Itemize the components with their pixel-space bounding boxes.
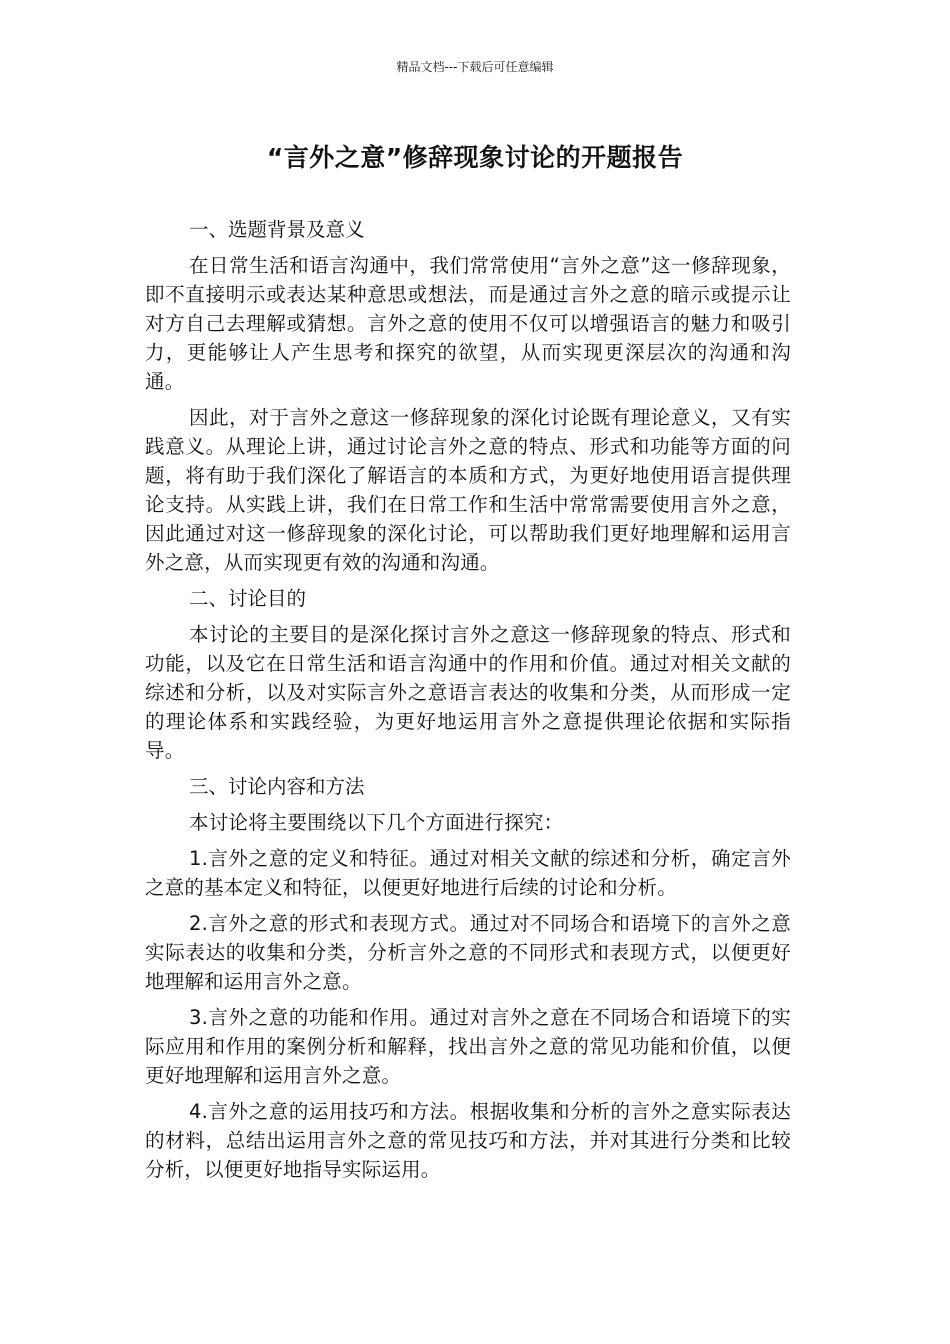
section-heading-content-method: 三、讨论内容和方法 bbox=[189, 775, 365, 798]
paragraph-background-1: 在日常生活和语言沟通中，我们常常使用“言外之意”这一修辞现象，即不直接明示或表达某种意思或想法，而是通过言外之意的暗示或提示让对方自己去理解或猜想。言外之意的使用不仅可以增强语言的魅力和吸引力，更能够让人产生思考和探究的欲望，从而实现更深层次的沟通和沟通。 bbox=[145, 254, 791, 393]
document-body bbox=[145, 215, 791, 1191]
section-heading-background: 一、选题背景及意义 bbox=[189, 218, 365, 241]
header-note: 精品文档---下载后可任意编辑 bbox=[396, 60, 554, 74]
list-item-4: 4.言外之意的运用技巧和方法。根据收集和分析的言外之意实际表达的材料，总结出运用言外之意的常见技巧和方法，并对其进行分类和比较分析，以便更好地指导实际运用。 bbox=[145, 1100, 791, 1181]
paragraph-content-intro: 本讨论将主要围绕以下几个方面进行探究： bbox=[189, 811, 564, 834]
page-title: “言外之意”修辞现象讨论的开题报告 bbox=[266, 143, 684, 172]
paragraph-background-2: 因此，对于言外之意这一修辞现象的深化讨论既有理论意义，又有实践意义。从理论上讲，通过讨论言外之意的特点、形式和功能等方面的问题，将有助于我们深化了解语言的本质和方式，为更好地使用语言提供理论支持。从实践上讲，我们在日常工作和生活中常常需要使用言外之意，因此通过对这一修辞现象的深化讨论，可以帮助我们更好地理解和运用言外之意，从而实现更有效的沟通和沟通。 bbox=[145, 406, 791, 574]
list-item-2: 2.言外之意的形式和表现方式。通过对不同场合和语境下的言外之意实际表达的收集和分类，分析言外之意的不同形式和表现方式，以便更好地理解和运用言外之意。 bbox=[145, 912, 791, 993]
paragraph-purpose: 本讨论的主要目的是深化探讨言外之意这一修辞现象的特点、形式和功能，以及它在日常生活和语言沟通中的作用和价值。通过对相关文献的综述和分析，以及对实际言外之意语言表达的收集和分类，从而形成一定的理论体系和实践经验，为更好地运用言外之意提供理论依据和实际指导。 bbox=[145, 623, 791, 762]
section-heading-purpose: 二、讨论目的 bbox=[189, 587, 307, 610]
list-item-1: 1.言外之意的定义和特征。通过对相关文献的综述和分析，确定言外之意的基本定义和特征，以便更好地进行后续的讨论和分析。 bbox=[145, 847, 791, 899]
list-item-3: 3.言外之意的功能和作用。通过对言外之意在不同场合和语境下的实际应用和作用的案例分析和解释，找出言外之意的常见功能和价值，以便更好地理解和运用言外之意。 bbox=[145, 1006, 791, 1087]
